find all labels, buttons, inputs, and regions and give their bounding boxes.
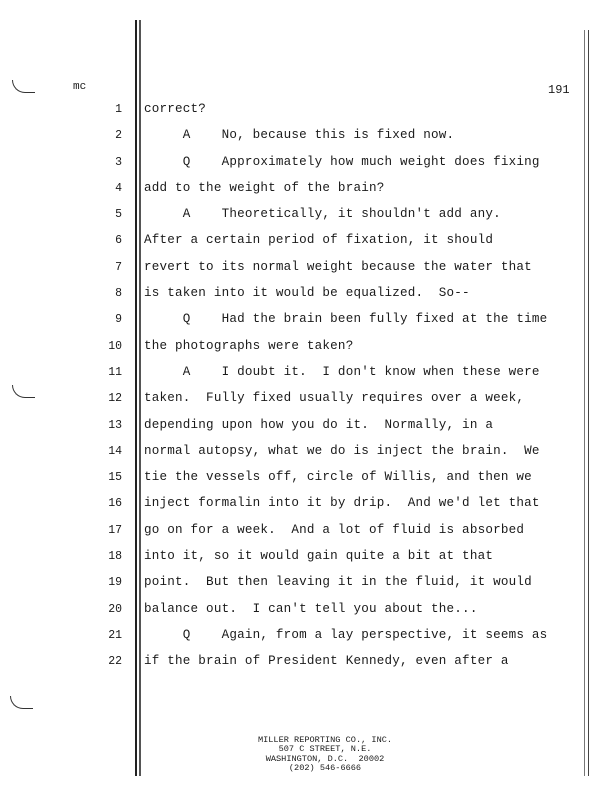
line-text: After a certain period of fixation, it should — [144, 233, 494, 248]
line-text: tie the vessels off, circle of Willis, and then we — [144, 470, 532, 485]
transcript-line — [0, 283, 612, 309]
binder-hole-mark-icon — [10, 696, 33, 709]
line-number: 16 — [108, 497, 122, 511]
line-text: Q Again, from a lay perspective, it seems as — [144, 627, 548, 642]
line-number: 17 — [108, 523, 122, 537]
line-number: 5 — [115, 208, 122, 222]
line-number: 14 — [108, 444, 122, 458]
line-number: 15 — [108, 471, 122, 485]
line-number: 18 — [108, 550, 122, 564]
reporter-footer — [200, 736, 450, 774]
line-number: 1 — [115, 103, 122, 116]
line-text: A No, because this is fixed now. — [144, 128, 455, 143]
transcript-line — [0, 651, 612, 677]
transcript-line — [0, 230, 612, 256]
transcript-line — [0, 599, 612, 625]
line-text: the photographs were taken? — [144, 338, 354, 353]
transcript-line — [0, 309, 612, 335]
transcript-line — [0, 415, 612, 441]
line-number: 19 — [108, 576, 122, 590]
line-text: A I doubt it. I don't know when these were — [144, 364, 540, 379]
transcript-line — [0, 388, 612, 414]
transcript-lines — [0, 99, 612, 678]
transcript-line — [0, 625, 612, 651]
line-number: 13 — [108, 418, 122, 432]
line-number: 7 — [115, 260, 122, 274]
line-number: 20 — [108, 602, 122, 616]
transcript-line — [0, 257, 612, 283]
line-text: point. But then leaving it in the fluid, it would — [144, 575, 532, 590]
line-number: 2 — [115, 129, 122, 143]
transcript-line — [0, 467, 612, 493]
page-number: 191 — [548, 83, 570, 97]
line-number: 4 — [115, 181, 122, 195]
transcript-line — [0, 125, 612, 151]
transcript-line — [0, 99, 612, 125]
line-text: balance out. I can't tell you about the... — [144, 601, 478, 616]
line-number: 10 — [108, 339, 122, 353]
line-text: go on for a week. And a lot of fluid is absorbed — [144, 522, 525, 537]
line-number: 6 — [115, 234, 122, 248]
line-text: inject formalin into it by drip. And we'd let that — [144, 496, 540, 511]
transcript-line — [0, 204, 612, 230]
line-text: revert to its normal weight because the water that — [144, 259, 532, 274]
line-text: Q Approximately how much weight does fixing — [144, 154, 540, 169]
line-text: add to the weight of the brain? — [144, 180, 385, 195]
line-text: depending upon how you do it. Normally, in a — [144, 417, 494, 432]
line-text: normal autopsy, what we do is inject the brain. We — [144, 443, 540, 458]
line-number: 21 — [108, 628, 122, 642]
footer-city: WASHINGTON, D.C. 20002 — [265, 753, 385, 764]
transcript-line — [0, 520, 612, 546]
transcript-line — [0, 546, 612, 572]
line-number: 8 — [115, 287, 122, 301]
line-text: A Theoretically, it shouldn't add any. — [144, 207, 501, 222]
footer-company: MILLER REPORTING CO., INC. — [257, 735, 393, 745]
line-text: correct? — [144, 102, 207, 116]
line-text: if the brain of President Kennedy, even after a — [144, 654, 509, 669]
line-number: 11 — [108, 365, 122, 379]
transcript-line — [0, 178, 612, 204]
transcript-line — [0, 572, 612, 598]
binder-hole-mark-icon — [12, 80, 35, 93]
transcript-line — [0, 336, 612, 362]
transcript-line — [0, 493, 612, 519]
transcript-line — [0, 152, 612, 178]
reporter-initials: mc — [73, 81, 87, 93]
line-number: 9 — [115, 313, 122, 327]
footer-street: 507 C STREET, N.E. — [278, 744, 372, 755]
line-text: is taken into it would be equalized. So-- — [144, 286, 470, 301]
footer-phone: (202) 546-6666 — [288, 763, 362, 774]
line-text: into it, so it would gain quite a bit at that — [144, 549, 494, 564]
transcript-line — [0, 362, 612, 388]
line-text: Q Had the brain been fully fixed at the time — [144, 312, 548, 327]
line-number: 3 — [115, 155, 122, 169]
transcript-line — [0, 441, 612, 467]
line-text: taken. Fully fixed usually requires over a week, — [144, 391, 525, 406]
line-number: 12 — [108, 392, 122, 406]
line-number: 22 — [108, 655, 122, 669]
